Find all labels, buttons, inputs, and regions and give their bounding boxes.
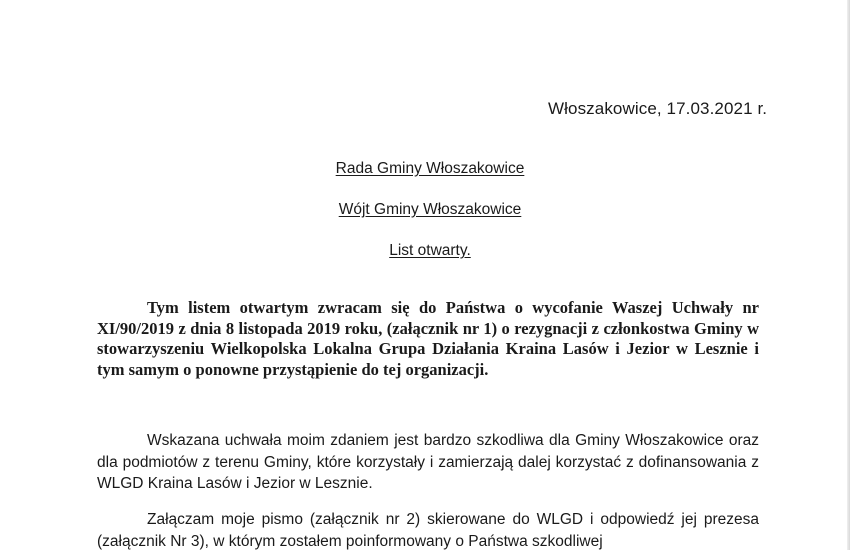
paragraph-attachments-text: Załączam moje pismo (załącznik nr 2) skierowane do WLGD i odpowiedź jej prezesa (załącznik Nr 3), w którym zostałem poinformowany o Państwa szkodliwej <box>97 511 759 550</box>
paragraph-request-text: Tym listem otwartym zwracam się do Państwa o wycofanie Waszej Uchwały nr XI/90/2019 z dnia 8 listopada 2019 roku, (załącznik nr 1) o rezygnacji z członkostwa Gminy w stowarzyszeniu Wielkopolska Lokalna Grupa Działania Kraina Lasów i Jezior w Lesznie i tym samym o ponowne przystąpienie do tej organizacji. <box>97 298 759 379</box>
paragraph-request <box>97 298 759 380</box>
paragraph-attachments <box>97 509 759 550</box>
place-and-date: Włoszakowice, 17.03.2021 r. <box>548 99 768 118</box>
recipient-mayor: Wójt Gminy Włoszakowice <box>338 201 522 218</box>
letter-heading: List otwarty. <box>389 242 471 259</box>
paragraph-justification <box>97 430 759 495</box>
recipient-council: Rada Gminy Włoszakowice <box>335 160 525 177</box>
paragraph-justification-text: Wskazana uchwała moim zdaniem jest bardzo szkodliwa dla Gminy Włoszakowice oraz dla podmiotów z terenu Gminy, które korzystały i zamierzają dalej korzystać z dofinansowania z WLGD Kraina Lasów i Jezior w Lesznie. <box>97 432 759 492</box>
